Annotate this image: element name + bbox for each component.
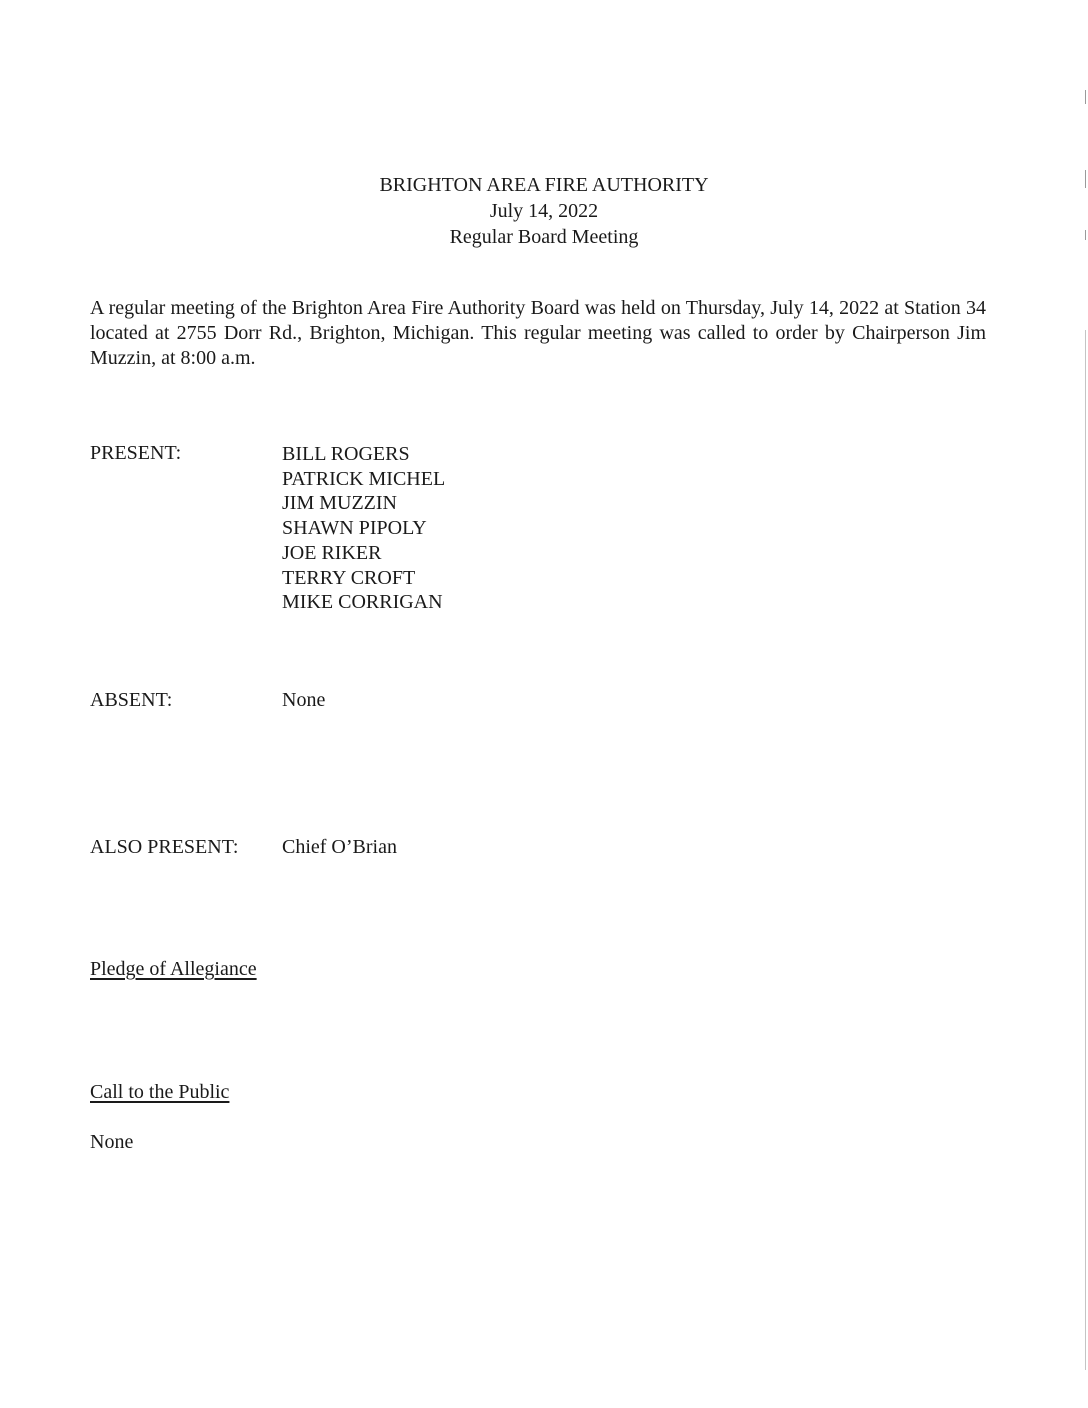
scan-edge-mark: [1085, 170, 1086, 188]
scan-edge-mark: [1085, 230, 1086, 240]
absent-label: ABSENT:: [90, 689, 173, 711]
meeting-date: July 14, 2022: [489, 200, 599, 222]
present-member: JOE RIKER: [282, 541, 382, 564]
present-member: TERRY CROFT: [282, 566, 416, 589]
call-to-public-text: None: [90, 1131, 134, 1153]
intro-paragraph: A regular meeting of the Brighton Area Fire Authority Board was held on Thursday, July 14, 2022 at Station 34 located at 2755 Dorr Rd., Brighton, Michigan. This regular meeting was called to order by Chairperson Jim Muzzin, at 8:00 a.m.: [90, 297, 986, 369]
present-label: PRESENT:: [90, 442, 182, 464]
also-present-label: ALSO PRESENT:: [90, 836, 239, 858]
present-member: MIKE CORRIGAN: [282, 591, 443, 614]
document-header: [0, 172, 1088, 250]
present-member-list: [282, 442, 445, 615]
present-member: SHAWN PIPOLY: [282, 517, 427, 540]
scan-edge-mark: [1085, 330, 1086, 1370]
scan-edge-mark: [1085, 90, 1086, 104]
pledge-heading: Pledge of Allegiance: [90, 958, 257, 980]
call-to-public-heading: Call to the Public: [90, 1081, 230, 1103]
organization-title: BRIGHTON AREA FIRE AUTHORITY: [379, 174, 709, 196]
present-member: BILL ROGERS: [282, 443, 410, 465]
present-member: PATRICK MICHEL: [282, 467, 446, 490]
present-member: JIM MUZZIN: [282, 492, 397, 515]
meeting-type: Regular Board Meeting: [449, 226, 639, 248]
also-present-value: Chief O’Brian: [282, 836, 397, 858]
absent-value: None: [282, 689, 326, 711]
